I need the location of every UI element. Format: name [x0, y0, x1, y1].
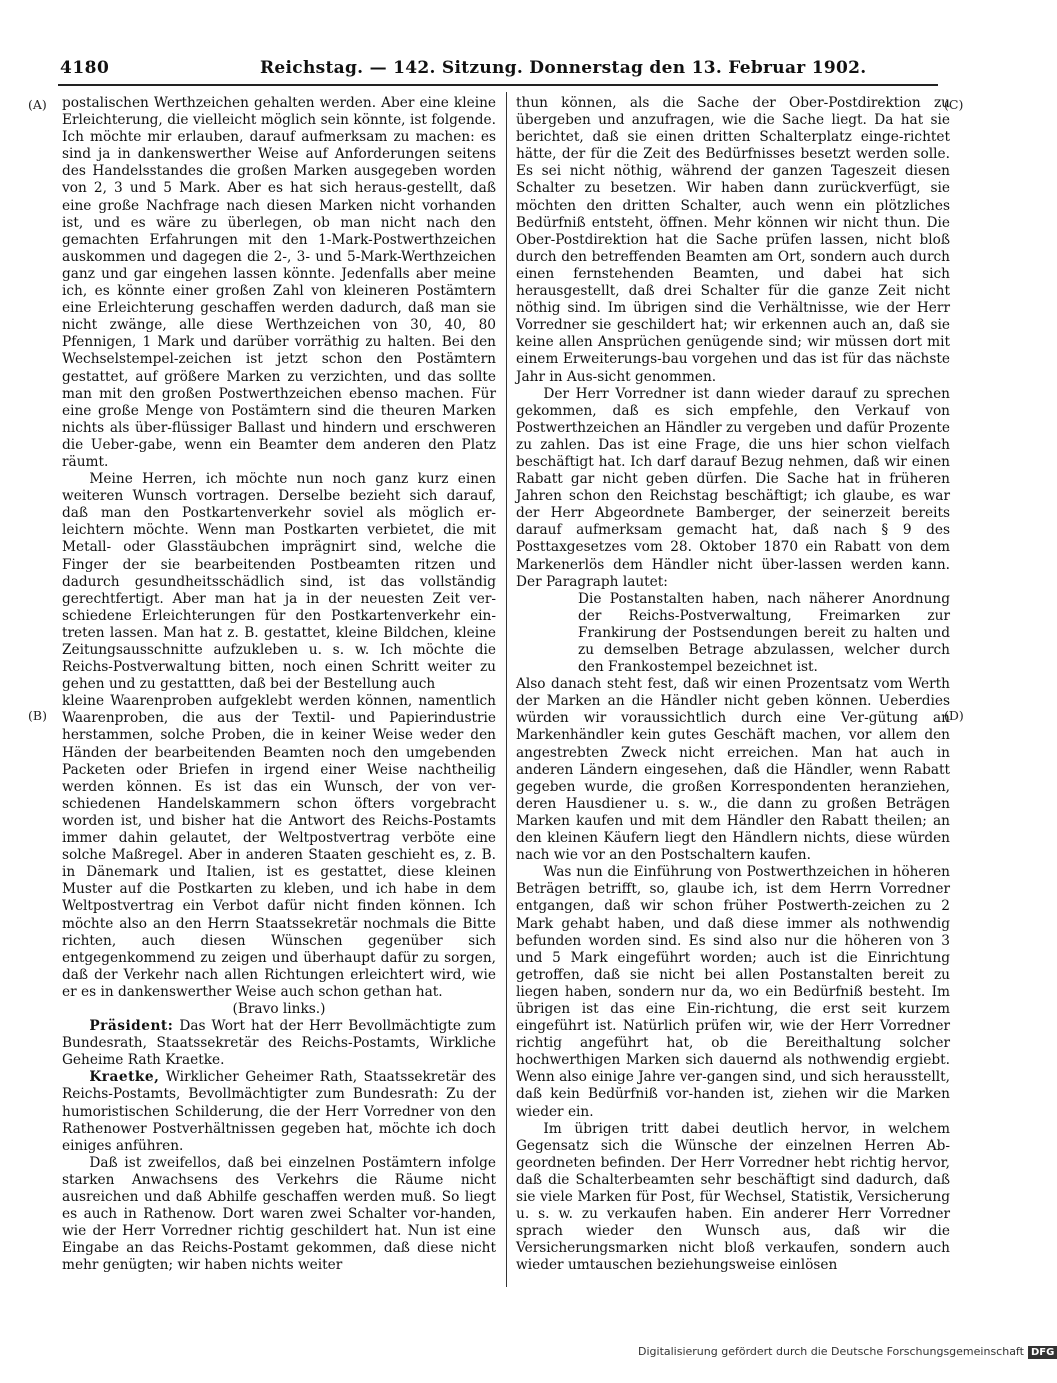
paragraph: Der Herr Vorredner ist dann wieder darauf zu sprechen gekommen, daß es sich empfehle, den Verkauf von Postwerthzeichen an Händler zu vergeben und dafür Prozente zu zahlen. Das ist eine Frage, die uns hier schon vielfach beschäftigt hat. Ich darf darauf Bezug nehmen, daß wir einen Rabatt gar nicht geben dürfen. Die Sache hat in früheren Jahren schon den Reichstag beschäftigt; ich glaube, es war der Herr Abgeordnete Bamberger, der seinerzeit bereits darauf aufmerksam gemacht hat, daß nach § 9 des Posttaxgesetzes vom 28. Oktober 1870 ein Rabatt von dem Markenerlös dem Händler nicht über-lassen werden kann. Der Paragraph lautet:: [516, 385, 950, 590]
president-statement: [62, 1018, 496, 1069]
law-quote: Die Postanstalten haben, nach näherer Anordnung der Reichs-Postverwaltung, Freimarken zur Frankirung der Postsendungen bereit zu halten und zu demselben Betrage abzulassen, welcher durch den Frankostempel bezeichnet ist.: [578, 590, 950, 676]
margin-mark-a: (A): [28, 97, 47, 112]
paragraph: Also danach steht fest, daß wir einen Prozentsatz vom Werth der Marken an die Händler nicht geben können. Ueberdies würden wir voraussichtlich durch eine Ver-gütung an Markenhändler kein gutes Geschäft machen, vor allem den angestrebten Zweck nicht erreichen. Man hat auch in anderen Ländern eingesehen, daß die Händler, wenn Rabatt gegeben wurde, die großen Korrespondenten heranziehen, deren Hausdiener u. s. w., die dann zu großen Beträgen Marken kaufen und mit dem Händler den Rabatt theilen; an den kleinen Käufern liegt den Händlern nichts, diese würden nach wie vor an den Postschaltern kaufen.: [516, 676, 950, 864]
paragraph: Was nun die Einführung von Postwerthzeichen in höheren Beträgen betrifft, so, glaube ich, ist dem Herrn Vorredner entgangen, daß wir schon früher Postwerth-zeichen zu 2 Mark gehabt haben, und daß diese immer als nothwendig befunden worden sind. Es sind also nur die höheren von 3 und 5 Mark eingeführt worden; auch ist die Einrichtung getroffen, daß sie nicht bei allen Postanstalten bereit zu liegen haben, sondern nur da, wo ein Bedürfniß besteht. Im übrigen ist das eine Ein-richtung, die erst seit kurzem eingeführt ist. Natürlich prüfen wir, wie der Herr Vorredner richtig angeführt hat, ob die Bereithaltung solcher hochwerthigen Marken sich dauernd als nothwendig ergiebt. Wenn also einige Jahre ver-gangen sind, und sich herausstellt, daß kein Bedürfniß vor-handen ist, ziehen wir die Marken wieder ein.: [516, 864, 950, 1120]
running-head: Reichstag. — 142. Sitzung. Donnerstag den 13. Februar 1902.: [260, 58, 867, 78]
paragraph: kleine Waarenproben aufgeklebt werden können, namentlich Waarenproben, die aus der Textil- und Papierindustrie herstammen, solche Proben, die in keiner Weise weder den Händen der bearbeitenden Beamten noch den umgebenden Packeten oder Briefen in irgend einer Weise nachtheilig werden können. Es ist das ein Wunsch, der von ver-schiedenen Handelskammern schon öfters vorgebracht worden ist, und bisher hat die Antwort des Reichs-Postamts immer dahin gelautet, der Weltpostvertrag verböte eine solche Maßregel. Aber in anderen Staaten geschieht es, z. B. in Dänemark und Italien, ist es gestattet, diese kleinen Muster auf die Postkarten zu kleben, und ich habe in dem Weltpostvertrag ein Verbot dafür nicht finden können. Ich möchte also an den Herrn Staatssekretär nochmals die Bitte richten, auch diesen Wünschen gegenüber sich entgegenkommend zu zeigen und überhaupt dafür zu sorgen, daß der Verkehr nach allen Richtungen erleichtert wird, wie er es in dankenswerther Weise auch schon gethan hat.: [62, 693, 496, 1000]
dfg-logo: DFG: [1028, 1346, 1057, 1359]
speech-text: Wirklicher Geheimer Rath, Staatssekretär des Reichs-Postamts, Bevollmächtigter zum Bundesrath: Zu der humoristischen Schilderung, die der Herr Vorredner von den Rathenower Postverhältnissen gegeben hat, möchte ich doch einiges anführen.: [62, 1069, 496, 1154]
kraetke-statement: [62, 1069, 496, 1154]
speaker-name: Kraetke,: [89, 1069, 160, 1086]
speaker-name: Präsident:: [89, 1018, 174, 1035]
left-column: [62, 95, 496, 1274]
footer-text: Digitalisierung gefördert durch die Deutsche Forschungsgemeinschaft: [638, 1345, 1024, 1358]
column-divider: [506, 92, 507, 1287]
applause-note: (Bravo links.): [232, 1000, 326, 1017]
margin-mark-d: (D): [944, 708, 964, 723]
footer-credit: [638, 1345, 1057, 1359]
paragraph: Meine Herren, ich möchte nun noch ganz kurz einen weiteren Wunsch vortragen. Derselbe bezieht sich darauf, daß man den Postkartenverkehr soviel als möglich er-leichtern möchte. Wenn man Postkarten verbietet, die mit Metall- oder Glasstäubchen imprägnirt sind, welche die Finger der sie bearbeitenden Postbeamten ritzen und dadurch gesundheitsschädlich sind, ist das vollständig gerechtfertigt. Aber man hat ja in der neuesten Zeit ver-schiedene Erleichterungen für den Postkartenverkehr ein-treten lassen. Man hat z. B. gestattet, kleine Bildchen, kleine Zeitungsausschnitte aufzukleben u. s. w. Ich möchte die Reichs-Postverwaltung bitten, noch einen Schritt weiter zu gehen und zu gestattten, daß bei der Bestellung auch: [62, 471, 496, 693]
header-rule: [58, 84, 938, 86]
paragraph: Im übrigen tritt dabei deutlich hervor, in welchem Gegensatz sich die Wünsche der einzelnen Herren Ab-geordneten befinden. Der Herr Vorredner hebt richtig hervor, daß die Schalterbeamten sehr beschäftigt sind dadurch, daß sie viele Marken für Post, für Wechsel, Statistik, Versicherung u. s. w. zu verkaufen haben. Ein anderer Herr Vorredner sprach wieder den Wunsch aus, daß wir die Versicherungsmarken nicht bloß verkaufen, sondern auch wieder umtauschen beziehungsweise einlösen: [516, 1120, 950, 1274]
paragraph: thun können, als die Sache der Ober-Postdirektion zu übergeben und anzufragen, wie die Sache liegt. Da hat sie berichtet, daß sie einen dritten Schalterplatz einge-richtet hätte, der für die Zeit des Bedürfnisses besetzt werden solle. Es sei nicht nöthig, während der ganzen Tageszeit diesen Schalter zu besetzen. Wir haben dann zurückverfügt, sie möchten den dritten Schalter, auch wenn ein plötzliches Bedürfniß entsteht, öffnen. Mehr können wir nicht thun. Die Ober-Postdirektion hat die Sache prüfen lassen, nicht bloß durch den betreffenden Beamten am Ort, sondern auch durch einen fernstehenden Beamten, und dabei hat sich herausgestellt, daß drei Schalter für die ganze Zeit nicht nöthig sind. Im übrigen sind die Verhältnisse, wie der Herr Vorredner sie geschildert hat; wir erkennen auch an, daß sie keine allen Ansprüchen genügende sind; wir müssen dort mit einem Erweiterungs-bau vorgehen und das ist für das nächste Jahr in Aus-sicht genommen.: [516, 95, 950, 385]
paragraph: postalischen Werthzeichen gehalten werden. Aber eine kleine Erleichterung, die vielleicht möglich sein könnte, ist folgende. Ich möchte mir erlauben, darauf aufmerksam zu machen: es sind ja in dankenswerther Weise auf Anforderungen seitens des Handelsstandes die großen Marken ausgegeben worden von 2, 3 und 5 Mark. Aber es hat sich heraus-gestellt, daß eine große Nachfrage nach diesen Marken nicht vorhanden ist, und es wäre zu überlegen, ob man nicht nach den gemachten Erfahrungen mit den 1-Mark-Postwerthzeichen auskommen und dagegen die 2-, 3- und 5-Mark-Werthzeichen ganz und gar eingehen lassen könnte. Jedenfalls aber meine ich, es könnte einer großen Zahl von kleineren Postämtern eine Erleichterung geschaffen werden dadurch, daß man sie nicht zwänge, alle diese Werthzeichen von 30, 40, 80 Pfennigen, 1 Mark und darüber vorräthig zu halten. Bei den Wechselstempel-zeichen ist jetzt schon den Postämtern gestattet, auf größere Marken zu verzichten, und das sollte man mit den großen Postwerthzeichen ebenso machen. Für eine große Menge von Postämtern sind die theuren Marken nichts als über-flüssiger Ballast und hindern und erschweren die Ueber-gabe, wenn ein Beamter dem anderen den Platz räumt.: [62, 95, 496, 470]
speech-text: Das Wort hat der Herr Bevollmächtigte zum Bundesrath, Staatssekretär des Reichs-Postamts, Wirkliche Geheime Rath Kraetke.: [62, 1018, 496, 1069]
page-number: 4180: [60, 58, 110, 78]
right-column: [516, 95, 950, 1274]
paragraph: Daß ist zweifellos, daß bei einzelnen Postämtern infolge starken Anwachsens des Verkehrs die Räume nicht ausreichen und daß Abhilfe geschaffen werden muß. So liegt es auch in Rathenow. Dort waren zwei Schalter vor-handen, wie der Herr Vorredner richtig geschildert hat. Nun ist eine Eingabe an das Reichs-Postamt gekommen, daß diese nicht mehr genügten; wir haben nichts weiter: [62, 1154, 496, 1274]
margin-mark-c: (C): [944, 97, 964, 112]
margin-mark-b: (B): [28, 708, 47, 723]
